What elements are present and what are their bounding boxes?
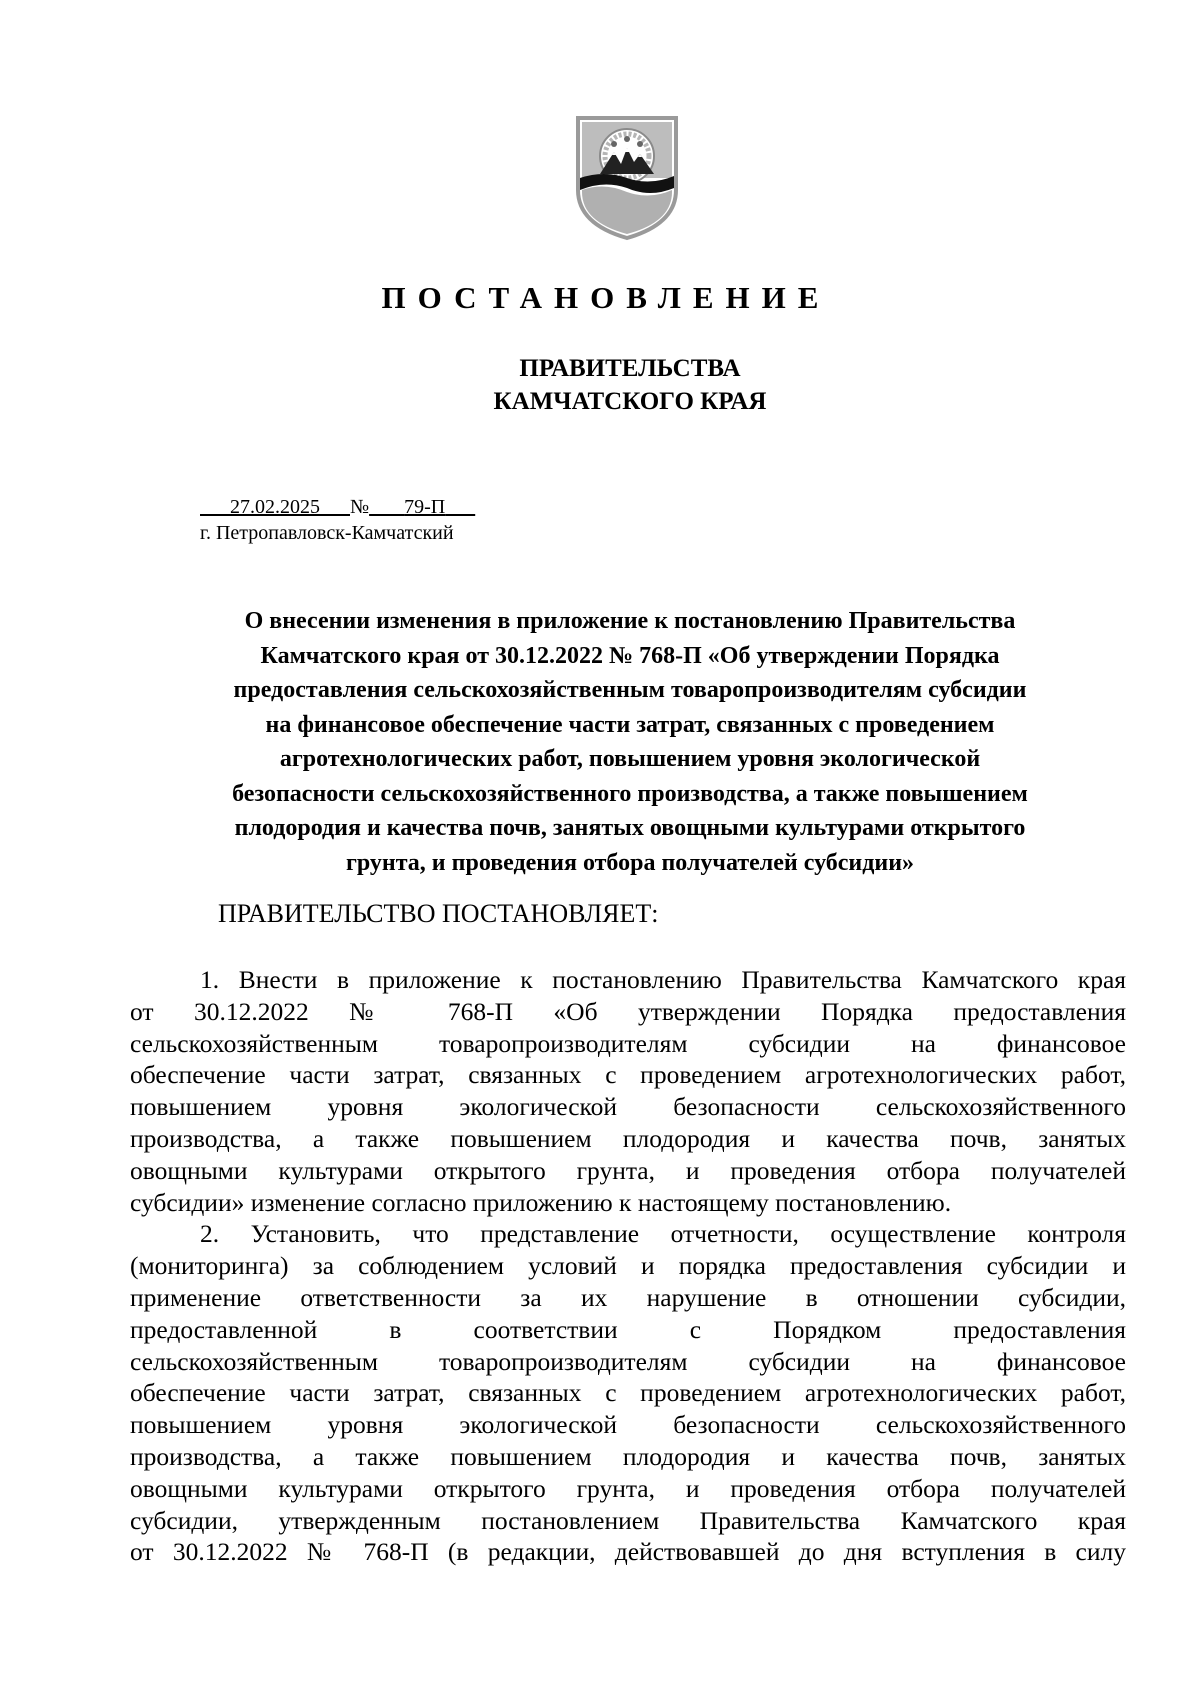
title-line: грунта, и проведения отбора получателей субсидии» [345,849,915,876]
title-line: агротехнологических работ, повышением уровня экологической [279,746,981,772]
body-line: от 30.12.2022 № 768-П «Об утверждении Порядка предоставления [130,996,1126,1026]
body-line: субсидии, утвержденным постановлением Правительства Камчатского края [130,1505,1126,1535]
title-line: на финансовое обеспечение части затрат, связанных с проведением [265,711,995,738]
document-date: 27.02.2025 [230,496,320,518]
body-line: повышением уровня экологической безопасности сельскохозяйственного [130,1410,1126,1440]
date-underline-pad [320,496,350,518]
body-line: 1. Внести в приложение к постановлению Правительства Камчатского края [200,965,1126,994]
title-line: плодородия и качества почв, занятых овощными культурами открытого [234,815,1026,841]
body-line: обеспечение части затрат, связанных с проведением агротехнологических работ, [130,1060,1126,1090]
resolves-heading: ПРАВИТЕЛЬСТВО ПОСТАНОВЛЯЕТ: [218,899,659,928]
number-underline-pad [369,496,404,518]
body-line: овощными культурами открытого грунта, и проведения отбора получателей [130,1155,1126,1185]
issue-city: г. Петропавловск-Камчатский [200,522,454,544]
number-sign: № [350,496,370,518]
authority-line: ПРАВИТЕЛЬСТВА [519,355,741,382]
date-underline-pad [200,496,230,518]
title-line: Камчатского края от 30.12.2022 № 768-П «Об утверждении Порядка [260,642,1000,669]
body-line: от 30.12.2022 № 768-П (в редакции, действовавшей до дня вступления в силу [130,1537,1126,1567]
body-line: (мониторинга) за соблюдением условий и порядка предоставления субсидии и [130,1251,1126,1281]
body-line: сельскохозяйственным товаропроизводителям субсидии на финансовое [130,1346,1126,1376]
body-line: сельскохозяйственным товаропроизводителям субсидии на финансовое [130,1028,1126,1058]
document-title [130,604,1130,880]
title-line: предоставления сельскохозяйственным товаропроизводителям субсидии [233,677,1027,703]
title-line: безопасности сельскохозяйственного производства, а также повышением [232,780,1028,807]
body-line: применение ответственности за их нарушение в отношении субсидии, [130,1282,1126,1312]
document-number: 79-П [404,496,446,518]
document-body [130,964,1126,1568]
body-line: овощными культурами открытого грунта, и проведения отбора получателей [130,1473,1126,1503]
registration-line [200,494,475,520]
title-line: О внесении изменения в приложение к постановлению Правительства [244,608,1016,634]
body-line: производства, а также повышением плодородия и качества почв, занятых [130,1123,1126,1153]
document-type-heading: ПОСТАНОВЛЕНИЕ [381,280,831,315]
body-line: производства, а также повышением плодородия и качества почв, занятых [130,1441,1126,1471]
authority-line: КАМЧАТСКОГО КРАЯ [493,388,767,415]
issuing-authority [0,352,1200,418]
body-line: повышением уровня экологической безопасности сельскохозяйственного [130,1092,1126,1122]
body-line: субсидии» изменение согласно приложению к настоящему постановлению. [130,1187,952,1217]
body-line: 2. Установить, что представление отчетности, осуществление контроля [200,1219,1126,1249]
body-line: обеспечение части затрат, связанных с проведением агротехнологических работ, [130,1378,1126,1408]
kamchatka-coat-of-arms-icon [574,112,680,242]
number-underline-pad [445,496,475,518]
body-line: предоставленной в соответствии с Порядком предоставления [130,1314,1126,1344]
